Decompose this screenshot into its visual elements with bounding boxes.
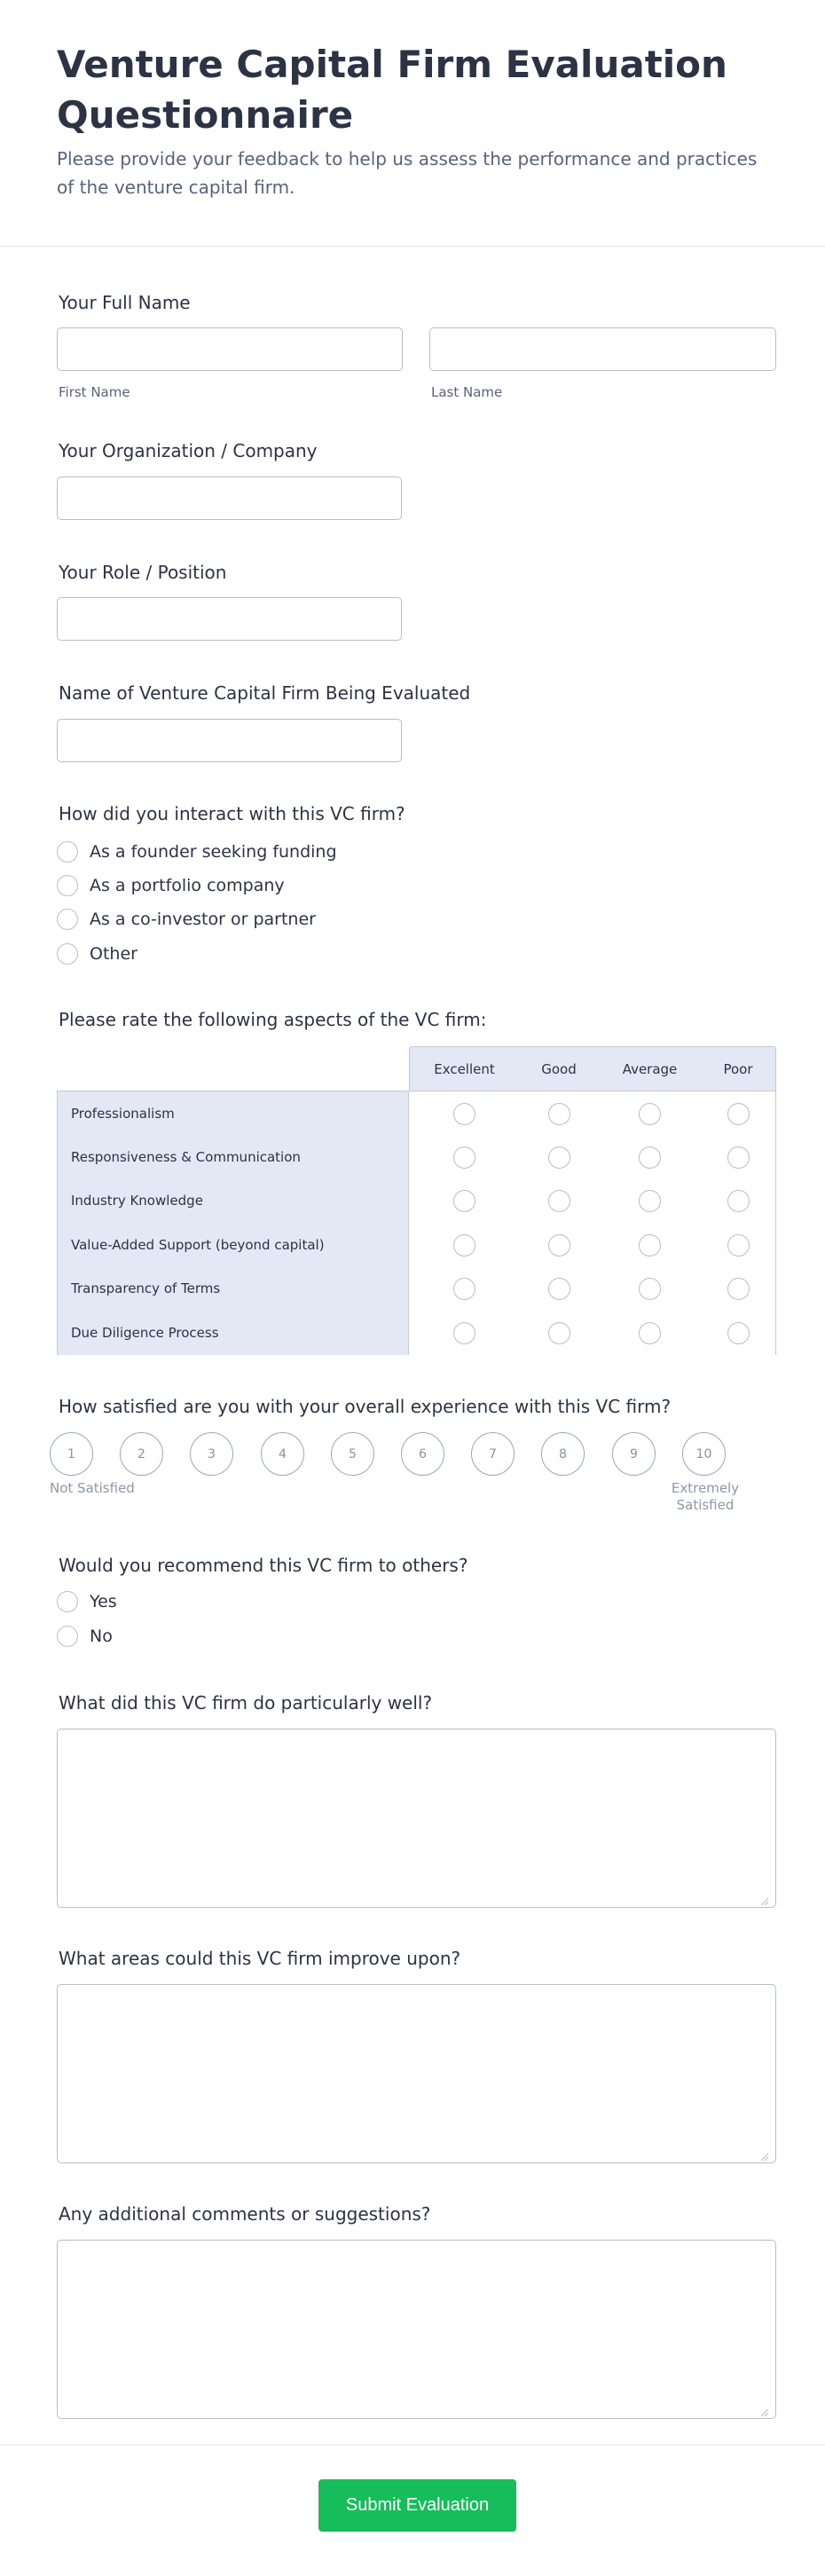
radio-button[interactable]: [453, 1234, 475, 1256]
organization-label: Your Organization / Company: [59, 440, 318, 461]
resize-grip-icon[interactable]: [761, 2409, 768, 2416]
radio-button[interactable]: [639, 1103, 661, 1125]
radio-button[interactable]: [548, 1322, 570, 1344]
interaction-label: How did you interact with this VC firm?: [59, 803, 405, 824]
form-title: Venture Capital Firm Evaluation Questionnaire: [57, 43, 727, 137]
radio-button[interactable]: [453, 1278, 475, 1300]
matrix-cell[interactable]: [519, 1223, 600, 1267]
last-name-sublabel: Last Name: [431, 384, 503, 400]
scale-option-6[interactable]: 6: [401, 1432, 444, 1476]
scale-high-label-line2: Satisfied: [676, 1497, 735, 1513]
radio-button[interactable]: [548, 1234, 570, 1256]
matrix-cell[interactable]: [409, 1135, 520, 1179]
option-label: As a founder seeking funding: [90, 842, 337, 862]
vc-firm-input[interactable]: [57, 719, 402, 762]
option-label: As a portfolio company: [90, 876, 285, 895]
radio-button[interactable]: [639, 1146, 661, 1169]
improve-textarea[interactable]: [57, 1984, 776, 2163]
role-input[interactable]: [57, 597, 402, 641]
option-label: No: [90, 1627, 113, 1646]
recommend-label: Would you recommend this VC firm to others?: [59, 1555, 468, 1576]
comments-textarea[interactable]: [57, 2240, 776, 2419]
row-label: Value-Added Support (beyond capital): [57, 1223, 409, 1267]
matrix-cell[interactable]: [519, 1266, 600, 1311]
rating-matrix: [57, 1046, 776, 1355]
radio-button[interactable]: [727, 1278, 750, 1300]
scale-option-2[interactable]: 2: [120, 1432, 163, 1476]
option-label: As a co-investor or partner: [90, 910, 316, 929]
resize-grip-icon[interactable]: [761, 1898, 768, 1905]
column-header-good: Good: [519, 1046, 600, 1091]
matrix-cell[interactable]: [519, 1178, 600, 1223]
form-header: [0, 0, 825, 247]
matrix-cell[interactable]: [519, 1091, 600, 1136]
recommend-option-no[interactable]: [57, 1625, 113, 1648]
matrix-cell[interactable]: [599, 1135, 702, 1179]
matrix-cell[interactable]: [519, 1135, 600, 1179]
matrix-row-industry-knowledge: [57, 1178, 776, 1223]
improve-label: What areas could this VC firm improve upon?: [59, 1948, 461, 1969]
row-label: Responsiveness & Communication: [57, 1135, 409, 1179]
did-well-label: What did this VC firm do particularly well?: [59, 1692, 433, 1713]
form-subtitle: Please provide your feedback to help us assess the performance and practices of the venture capital firm.: [57, 148, 758, 198]
matrix-cell[interactable]: [409, 1091, 520, 1136]
full-name-label: Your Full Name: [59, 292, 191, 313]
radio-button[interactable]: [548, 1190, 570, 1212]
matrix-cell[interactable]: [599, 1266, 702, 1311]
matrix-row-responsiveness: [57, 1135, 776, 1179]
vc-firm-label: Name of Venture Capital Firm Being Evaluated: [59, 682, 471, 704]
radio-button[interactable]: [639, 1190, 661, 1212]
comments-label: Any additional comments or suggestions?: [59, 2203, 431, 2225]
scale-option-9[interactable]: 9: [612, 1432, 656, 1476]
radio-button[interactable]: [727, 1146, 750, 1169]
scale-option-1[interactable]: 1: [50, 1432, 93, 1476]
satisfaction-label: How satisfied are you with your overall experience with this VC firm?: [59, 1396, 672, 1417]
radio-button[interactable]: [57, 943, 78, 965]
interaction-option-coinvestor[interactable]: [57, 908, 316, 931]
scale-option-5[interactable]: 5: [331, 1432, 374, 1476]
submit-button[interactable]: Submit Evaluation: [318, 2479, 516, 2532]
matrix-row-professionalism: [57, 1091, 776, 1135]
radio-button[interactable]: [639, 1322, 661, 1344]
matrix-cell[interactable]: [701, 1178, 776, 1223]
matrix-cell[interactable]: [599, 1091, 702, 1136]
matrix-cell[interactable]: [701, 1091, 776, 1136]
scale-low-label: Not Satisfied: [50, 1480, 135, 1496]
matrix-cell[interactable]: [519, 1311, 600, 1355]
matrix-cell[interactable]: [599, 1223, 702, 1267]
radio-button[interactable]: [548, 1103, 570, 1125]
interaction-option-founder[interactable]: [57, 840, 337, 863]
organization-input[interactable]: [57, 477, 402, 520]
radio-button[interactable]: [727, 1322, 750, 1344]
recommend-option-yes[interactable]: [57, 1590, 117, 1613]
matrix-cell[interactable]: [599, 1178, 702, 1223]
matrix-cell[interactable]: [701, 1266, 776, 1311]
radio-button[interactable]: [548, 1278, 570, 1300]
radio-button[interactable]: [453, 1103, 475, 1125]
footer-divider: [0, 2445, 825, 2446]
scale-option-4[interactable]: 4: [261, 1432, 304, 1476]
matrix-cell[interactable]: [701, 1311, 776, 1355]
scale-option-3[interactable]: 3: [190, 1432, 233, 1476]
matrix-cell[interactable]: [409, 1311, 520, 1355]
matrix-row-due-diligence: [57, 1311, 776, 1355]
option-label: Yes: [90, 1592, 117, 1611]
scale-high-label-line1: Extremely: [671, 1480, 740, 1496]
matrix-cell[interactable]: [599, 1311, 702, 1355]
resize-grip-icon[interactable]: [761, 2154, 768, 2161]
radio-button[interactable]: [548, 1146, 570, 1169]
radio-button[interactable]: [727, 1234, 750, 1256]
role-label: Your Role / Position: [59, 562, 227, 583]
first-name-sublabel: First Name: [59, 384, 130, 400]
interaction-option-portfolio[interactable]: [57, 874, 285, 897]
scale-option-8[interactable]: 8: [541, 1432, 585, 1476]
radio-button[interactable]: [57, 909, 78, 930]
radio-button[interactable]: [57, 875, 78, 896]
matrix-row-transparency: [57, 1266, 776, 1311]
column-header-excellent: Excellent: [409, 1046, 520, 1091]
matrix-cell[interactable]: [701, 1135, 776, 1179]
radio-button[interactable]: [639, 1234, 661, 1256]
radio-button[interactable]: [727, 1190, 750, 1212]
matrix-cell[interactable]: [409, 1178, 520, 1223]
matrix-cell[interactable]: [701, 1223, 776, 1267]
first-name-input[interactable]: [57, 327, 403, 371]
radio-button[interactable]: [57, 1591, 78, 1612]
scale-option-10[interactable]: 10: [682, 1432, 726, 1476]
row-label: Industry Knowledge: [57, 1178, 409, 1223]
radio-button[interactable]: [727, 1103, 750, 1125]
matrix-cell[interactable]: [409, 1223, 520, 1267]
scale-option-7[interactable]: 7: [471, 1432, 515, 1476]
column-header-average: Average: [599, 1046, 702, 1091]
row-label: Professionalism: [57, 1091, 409, 1136]
radio-button[interactable]: [453, 1190, 475, 1212]
rating-label: Please rate the following aspects of the VC firm:: [59, 1009, 487, 1030]
option-label: Other: [90, 944, 138, 964]
radio-button[interactable]: [57, 841, 78, 863]
radio-button[interactable]: [453, 1322, 475, 1344]
matrix-row-value-added: [57, 1223, 776, 1267]
did-well-textarea[interactable]: [57, 1729, 776, 1908]
row-label: Transparency of Terms: [57, 1266, 409, 1311]
radio-button[interactable]: [57, 1626, 78, 1647]
radio-button[interactable]: [453, 1146, 475, 1169]
matrix-cell[interactable]: [409, 1266, 520, 1311]
last-name-input[interactable]: [429, 327, 776, 371]
radio-button[interactable]: [639, 1278, 661, 1300]
column-header-poor: Poor: [701, 1046, 776, 1091]
row-label: Due Diligence Process: [57, 1311, 409, 1355]
interaction-option-other[interactable]: [57, 942, 138, 965]
